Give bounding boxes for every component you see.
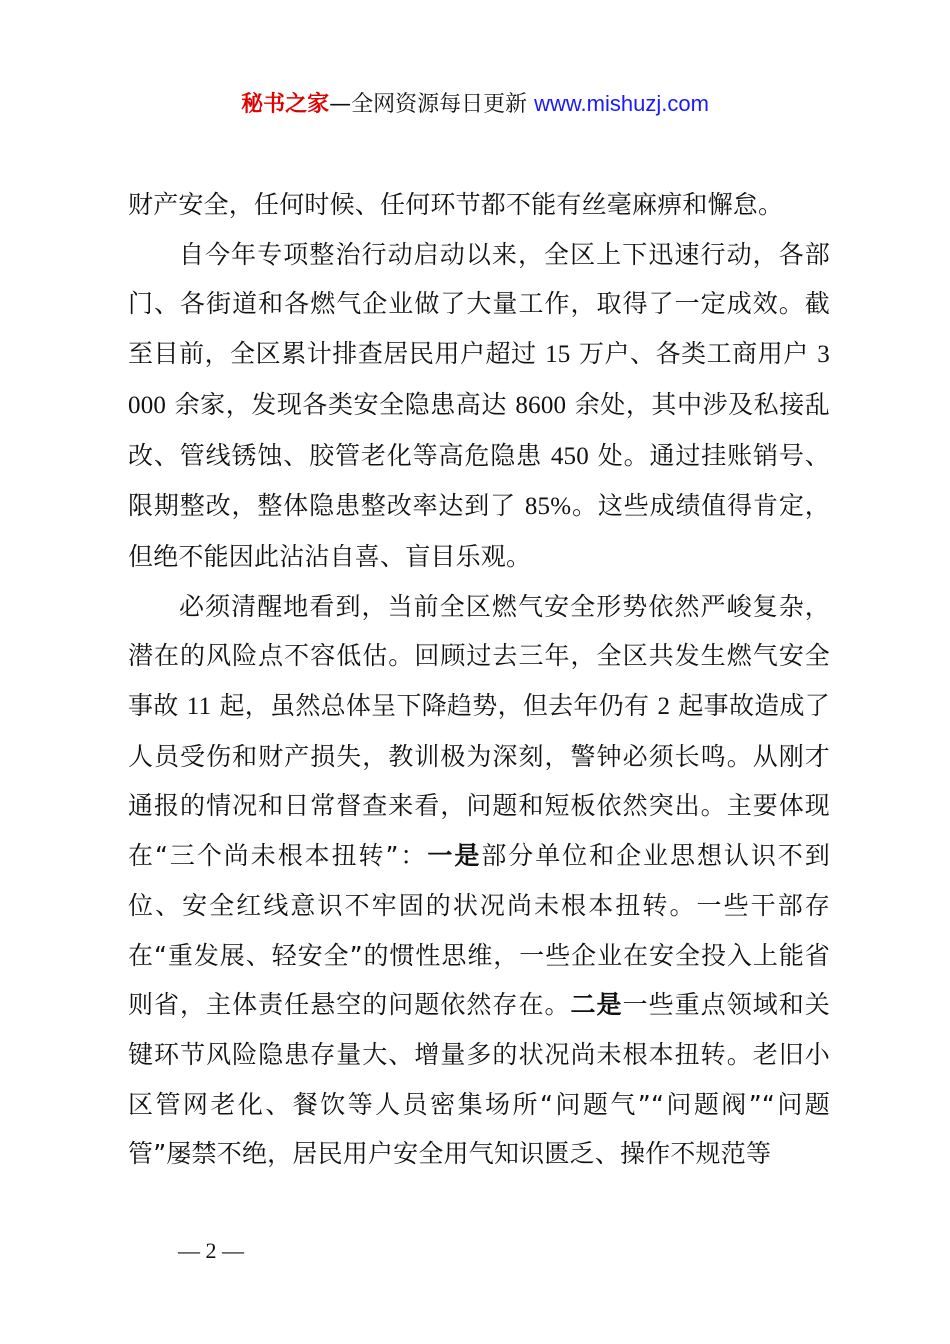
brand-name: 秘书之家 [241,92,330,117]
paragraph-2 [128,230,830,582]
point-two-label: 二是 [570,990,623,1020]
number-businesses: 3000 [128,341,830,419]
number-rate: 85% [524,493,572,521]
number-high-risk: 450 [550,442,589,470]
text-segment: 万户、各类工商用户 [570,339,818,369]
page-number: — 2 — [178,1238,244,1263]
paragraph-3 [128,582,830,1179]
number-hazards: 8600 [515,391,567,419]
number-accidents: 11 [186,693,212,721]
text-segment: 自今年专项整治行动启动以来，全区上下迅速行动，各部门、各街道和各燃气企业做了大量工作，取得了一定成效。截至目前，全区累计排查居民用户超过 [128,239,830,369]
document-body [128,180,830,1179]
text-segment: 部分单位和企业思想认识不到位、安全红线意识不牢固的状况尚未根本扭转。一些干部存在“重发展、轻安全”的惯性思维，一些企业在安全投入上能省则省，主体责任悬空的问题依然存在。 [128,841,830,1020]
text-segment: 一些重点领域和关键环节风险隐患存量大、增量多的状况尚未根本扭转。老旧小区管网老化、餐饮等人员密集场所“问题气”“问题阀”“问题管”屡禁不绝，居民用户安全用气知识匮乏、操作不规范等 [128,990,830,1169]
text-segment: 余家，发现各类安全隐患高达 [166,389,516,419]
site-url-link[interactable]: www.mishuzj.com [534,91,709,116]
text-segment: 余处，其中涉及私接乱改、管线锈蚀、胶管老化等高危隐患 [128,389,830,470]
text-segment: 。这些成绩值得肯定，但绝不能因此沾沾自喜、盲目乐观。 [128,491,830,571]
text-segment: 处。通过挂账销号、限期整改，整体隐患整改率达到了 [128,440,830,521]
header-tagline: —全网资源每日更新 [329,92,535,117]
text-segment: 起事故造成了人员受伤和财产损失，教训极为深刻，警钟必须长鸣。从刚才通报的情况和日常督查来看，问题和短板依然突出。主要体现在“三个尚未根本扭转”： [128,691,830,871]
number-last-year: 2 [657,693,671,721]
site-header [0,88,950,121]
text-segment: 起，虽然总体呈下降趋势，但去年仍有 [211,691,658,721]
point-one-label: 一是 [427,841,482,871]
number-households: 15 [545,341,571,369]
paragraph-1: 财产安全，任何时候、任何环节都不能有丝毫麻痹和懈怠。 [128,190,784,219]
text-segment: 必须清醒地看到，当前全区燃气安全形势依然严峻复杂，潜在的风险点不容低估。回顾过去三年，全区共发生燃气安全事故 [128,591,830,721]
